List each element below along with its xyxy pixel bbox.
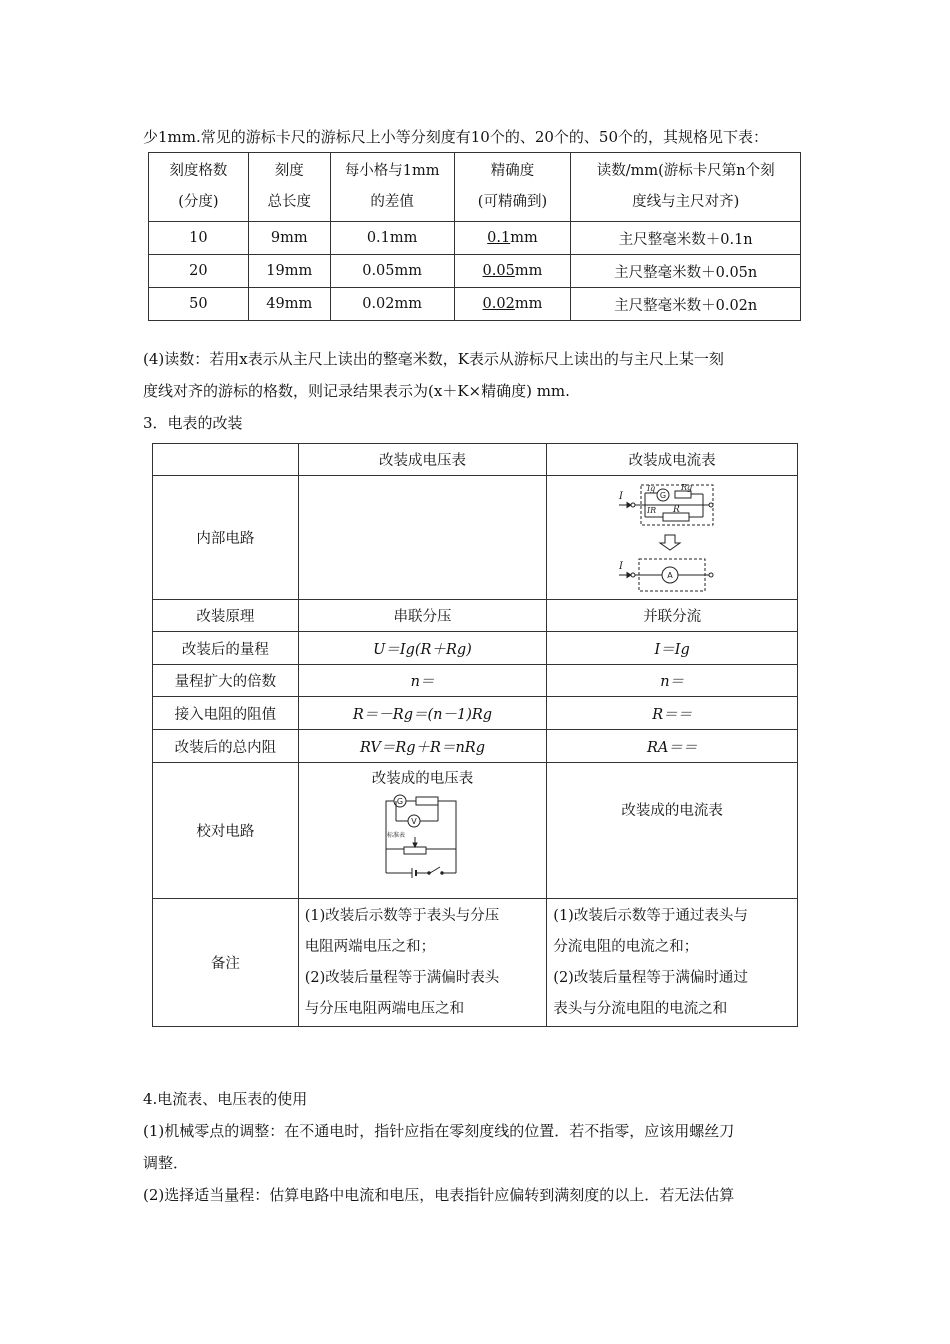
- voltage-internal-circuit: [298, 476, 547, 600]
- label-IR: IR: [647, 505, 657, 515]
- ammeter-conversion-diagram: [617, 483, 727, 595]
- multiple-row: [153, 665, 798, 697]
- vernier-row: [149, 255, 801, 288]
- current-multiple: n＝: [547, 665, 798, 697]
- current-principle: 并联分流: [547, 600, 798, 632]
- header-diff: [330, 153, 454, 222]
- current-resistance: R＝＝: [547, 697, 798, 730]
- header-reading: [571, 153, 801, 222]
- voltmeter-V: V: [411, 817, 418, 826]
- cell-precision: [454, 255, 571, 288]
- current-calibration: [547, 763, 798, 899]
- precision-value: 0.02: [482, 296, 515, 312]
- precision-value: 0.05: [482, 263, 515, 279]
- vernier-spec-table: [148, 152, 801, 321]
- header-current: 改装成电流表: [547, 444, 798, 476]
- precision-value: 0.1: [487, 230, 511, 246]
- vernier-table-header-row: [149, 153, 801, 222]
- reading-para-line2: 度线对齐的游标的格数，则记录结果表示为(x＋K×精确度) mm.: [143, 382, 570, 400]
- intro-line: 少1mm.常见的游标卡尺的游标尺上小等分刻度有10个的、20个的、50个的，其规格见下表：: [143, 128, 769, 146]
- row-label: 改装后的总内阻: [153, 730, 299, 763]
- galvanometer-G: G: [397, 797, 404, 806]
- current-internal-resistance: RA＝＝: [547, 730, 798, 763]
- row-label: 内部电路: [153, 476, 299, 600]
- header-voltage: 改装成电压表: [298, 444, 547, 476]
- precision-unit: mm: [514, 296, 543, 312]
- cell-reading: 主尺整毫米数＋0.05n: [571, 255, 801, 288]
- section4-line3: (2)选择适当量程：估算电路中电流和电压，电表指针应偏转到满刻度的以上．若无法估算: [143, 1186, 735, 1204]
- cell-diff: 0.1mm: [330, 222, 454, 255]
- current-note-line: 分流电阻的电流之和；: [553, 938, 699, 955]
- voltage-calibration-title: 改装成的电压表: [371, 771, 474, 787]
- row-label: 改装后的量程: [153, 632, 299, 665]
- voltage-note-line: 与分压电阻两端电压之和: [304, 1000, 465, 1017]
- row-label: 改装原理: [153, 600, 299, 632]
- precision-unit: mm: [514, 263, 543, 279]
- header-length: [248, 153, 330, 222]
- internal-resistance-row: [153, 730, 798, 763]
- voltmeter-calibration-diagram: [382, 791, 462, 881]
- header-length-line2: 总长度: [267, 194, 311, 210]
- voltage-resistance: R＝－Rg＝(n－1)Rg: [298, 697, 547, 730]
- current-range: I＝Ig: [547, 632, 798, 665]
- current-note-line: 表头与分流电阻的电流之和: [553, 1000, 728, 1017]
- header-empty: [153, 444, 299, 476]
- label-I-bottom: I: [619, 560, 624, 572]
- cell-divisions: 10: [149, 222, 249, 255]
- current-calibration-title: 改装成的电流表: [621, 803, 723, 819]
- header-diff-line1: 每小格与1mm: [344, 163, 440, 179]
- cell-reading: 主尺整毫米数＋0.02n: [571, 288, 801, 321]
- current-note-line: (1)改装后示数等于通过表头与: [553, 907, 748, 924]
- cell-length: 49mm: [248, 288, 330, 321]
- header-reading-line2: 度线与主尺对齐): [632, 194, 740, 210]
- cell-diff: 0.05mm: [330, 255, 454, 288]
- row-label: 校对电路: [153, 763, 299, 899]
- header-reading-line1: 读数/mm(游标卡尺第n个刻: [596, 163, 775, 179]
- voltage-note-line: 电阻两端电压之和；: [304, 938, 436, 955]
- vernier-row: [149, 288, 801, 321]
- section4-line1: (1)机械零点的调整：在不通电时，指针应指在零刻度线的位置．若不指零，应该用螺丝刀: [143, 1122, 735, 1140]
- current-note-line: (2)改装后量程等于满偏时通过: [553, 969, 748, 986]
- header-divisions-line1: 刻度格数: [169, 163, 228, 179]
- cell-divisions: 50: [149, 288, 249, 321]
- range-row: [153, 632, 798, 665]
- reading-para-line1: (4)读数：若用x表示从主尺上读出的整毫米数，K表示从游标尺上读出的与主尺上某一刻: [143, 350, 724, 368]
- standard-meter-label: 标准表: [387, 832, 406, 839]
- label-Rg: Rg: [681, 482, 693, 492]
- header-divisions: [149, 153, 249, 222]
- notes-row: [153, 899, 798, 1027]
- row-label: 备注: [153, 899, 299, 1027]
- label-I: I: [619, 490, 624, 502]
- voltage-notes: [298, 899, 547, 1027]
- section4-title: 4.电流表、电压表的使用: [143, 1090, 308, 1108]
- voltage-principle: 串联分压: [298, 600, 547, 632]
- label-R: R: [673, 504, 680, 515]
- principle-row: [153, 600, 798, 632]
- internal-circuit-row: [153, 476, 798, 600]
- voltage-note-line: (1)改装后示数等于表头与分压: [304, 907, 500, 924]
- header-diff-line2: 的差值: [370, 194, 414, 210]
- voltage-internal-resistance: RV＝Rg＋R＝nRg: [298, 730, 547, 763]
- label-Ig: Ig: [647, 483, 656, 493]
- galvanometer-G: G: [660, 490, 667, 500]
- voltage-multiple: n＝: [298, 665, 547, 697]
- meter-conversion-table: [152, 443, 798, 1027]
- cell-diff: 0.02mm: [330, 288, 454, 321]
- section4-line2: 调整．: [143, 1154, 189, 1172]
- cell-precision: [454, 288, 571, 321]
- resistance-row: [153, 697, 798, 730]
- calibration-row: [153, 763, 798, 899]
- current-internal-circuit: [547, 476, 798, 600]
- row-label: 量程扩大的倍数: [153, 665, 299, 697]
- header-precision: [454, 153, 571, 222]
- meter-table-header-row: [153, 444, 798, 476]
- cell-length: 19mm: [248, 255, 330, 288]
- cell-length: 9mm: [248, 222, 330, 255]
- header-precision-line1: 精确度: [490, 163, 535, 179]
- row-label: 接入电阻的阻值: [153, 697, 299, 730]
- cell-divisions: 20: [149, 255, 249, 288]
- current-notes: [547, 899, 798, 1027]
- cell-precision: [454, 222, 571, 255]
- section3-title: 3．电表的改装: [143, 414, 243, 432]
- header-length-line1: 刻度: [274, 163, 304, 179]
- voltage-note-line: (2)改装后量程等于满偏时表头: [304, 969, 500, 986]
- precision-unit: mm: [510, 230, 538, 246]
- header-divisions-line2: (分度): [178, 194, 219, 210]
- cell-reading: 主尺整毫米数＋0.1n: [571, 222, 801, 255]
- voltage-calibration: [298, 763, 547, 899]
- header-precision-line2: (可精确到): [477, 194, 548, 210]
- voltage-range: U＝Ig(R＋Rg): [298, 632, 547, 665]
- vernier-row: [149, 222, 801, 255]
- ammeter-A: A: [667, 570, 673, 580]
